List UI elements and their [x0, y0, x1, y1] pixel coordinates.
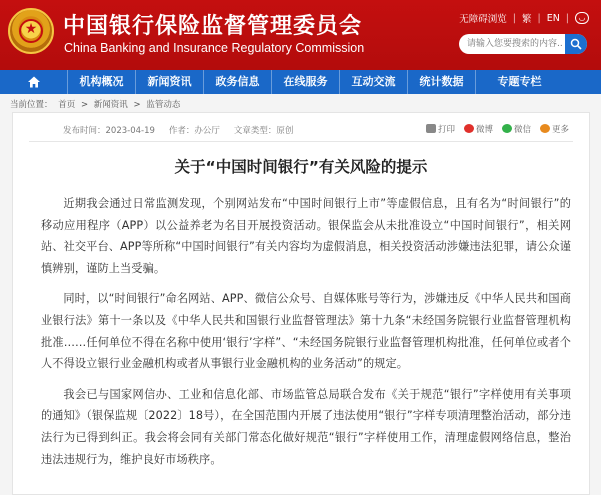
search-box [459, 34, 587, 54]
breadcrumb-regulatory[interactable]: 监管动态 [146, 100, 181, 110]
breadcrumb: 当前位置： 首页 > 新闻资讯 > 监管动态 [10, 100, 181, 110]
weibo-icon [464, 124, 474, 133]
traditional-chinese-link[interactable]: 繁 [521, 14, 532, 25]
share-bar [426, 123, 569, 135]
site-title-cn: 中国银行保险监督管理委员会 [63, 13, 363, 39]
nav-news[interactable]: 新闻资讯 [136, 70, 204, 94]
breadcrumb-news[interactable]: 新闻资讯 [93, 100, 128, 110]
print-icon [426, 124, 436, 133]
nav-about[interactable]: 机构概况 [68, 70, 136, 94]
breadcrumb-home[interactable]: 首页 [58, 100, 76, 110]
article-type: 文章类型：原创 [233, 126, 294, 136]
top-links: 无障碍浏览 | 繁 | EN | ◡ [459, 11, 589, 25]
wechat-share-icon [502, 124, 512, 133]
national-emblem-icon: ★ [8, 8, 54, 54]
paragraph: 我会已与国家网信办、工业和信息化部、市场监管总局联合发布《关于规范“银行”字样使用有关事项的通知》（银保监规〔2022〕18号），在全国范围内开展了违法使用“银行”字样专项清理整治活动，部分违法行为已得到纠正。我会将会同有关部门常态化做好规范“银行”字样使用工作，清理虚假网络信息，整治违法违规行为，维护良好市场秩序。 [41, 387, 571, 466]
article-panel [12, 112, 590, 495]
search-icon [570, 38, 582, 50]
main-nav [0, 70, 601, 94]
plus-icon [540, 124, 550, 133]
nav-home[interactable] [0, 70, 68, 94]
more-share-button[interactable]: 更多 [540, 123, 569, 135]
paragraph: 近期我会通过日常监测发现，个别网站发布“中国时间银行上市”等虚假信息，且有名为“时间银行”的移动应用程序（APP）以公益养老为名目开展投资活动。银保监会从未批准设立“中国时间银行”，相关网站、社交平台、APP等所称“中国时间银行”有关内容均为虚假消息，相关投资活动涉嫌违法犯罪，请公众谨慎辨别，谨防上当受骗。 [41, 197, 571, 275]
wechat-share-button[interactable]: 微信 [502, 123, 531, 135]
site-header [0, 0, 601, 70]
article-title: 关于“中国时间银行”有关风险的提示 [174, 158, 428, 176]
nav-government-info[interactable]: 政务信息 [204, 70, 272, 94]
search-input[interactable] [467, 36, 563, 52]
article-meta [63, 124, 293, 136]
search-button[interactable] [565, 34, 587, 54]
accessibility-link[interactable]: 无障碍浏览 [459, 14, 507, 25]
print-button[interactable]: 打印 [426, 123, 455, 135]
article-body [41, 193, 571, 479]
nav-online-service[interactable]: 在线服务 [272, 70, 340, 94]
site-title-en: China Banking and Insurance Regulatory Commission [64, 41, 365, 55]
divider [29, 141, 573, 142]
paragraph: 同时，以“时间银行”命名网站、APP、微信公众号、自媒体账号等行为，涉嫌违反《中华人民共和国商业银行法》第十一条以及《中华人民共和国银行业监督管理法》第十九条“未经国务院银行业监督管理机构批准……任何单位不得在名称中使用‘银行’字样”、“未经国务院银行业监督管理机构批准，任何单位或者个人不得设立银行业金融机构或者从事银行业金融机构的业务活动”的规定。 [41, 292, 571, 371]
wechat-icon[interactable]: ◡ [575, 12, 589, 24]
nav-special-topics[interactable]: 专题专栏 [497, 75, 542, 88]
publish-time: 发布时间：2023-04-19 [63, 126, 155, 136]
author: 作者：办公厅 [168, 126, 220, 136]
nav-interaction[interactable]: 互动交流 [340, 70, 408, 94]
nav-statistics[interactable]: 统计数据 [408, 70, 476, 94]
english-link[interactable]: EN [546, 12, 560, 24]
breadcrumb-prefix: 当前位置： [10, 100, 53, 110]
home-icon [27, 75, 41, 89]
weibo-button[interactable]: 微博 [464, 123, 493, 135]
